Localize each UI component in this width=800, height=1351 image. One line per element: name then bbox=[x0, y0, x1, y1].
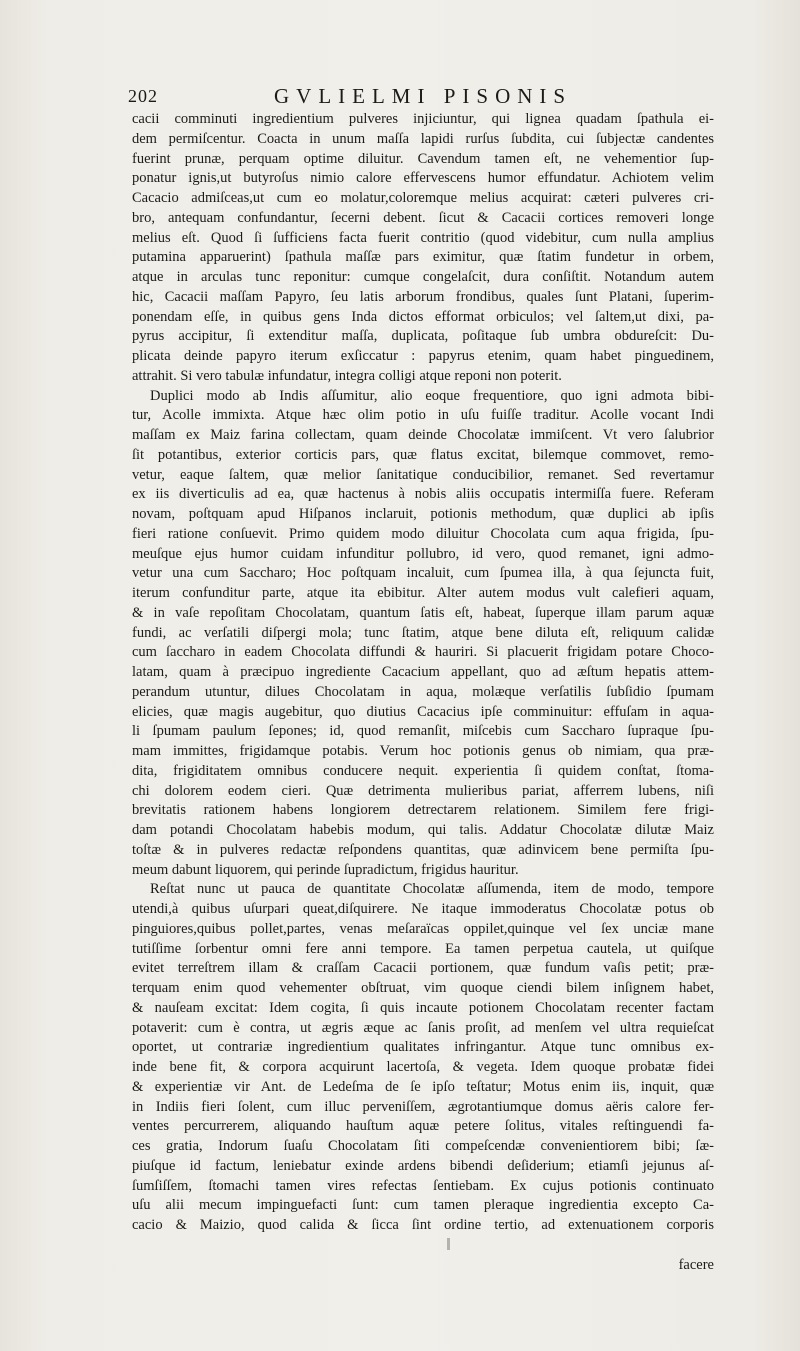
text-line: & experientiæ vir Ant. de Ledeſma de ſe ipſo teſtatur; Motus enim iis, inquit, quæ bbox=[132, 1078, 714, 1095]
text-line: utendi,à quibus uſurpari queat,diſquirere. Ne itaque immoderatus Chocolatæ potus ob bbox=[132, 901, 714, 917]
paragraph-start-line: Reſtat nunc ut pauca de quantitate Chocolatæ aſſumenda, item de modo, tempore bbox=[150, 881, 714, 898]
text-line: Cacacio admiſceas,ut cum eo molatur,coloremque melius acquirat: cæteri pulveres cri- bbox=[132, 190, 714, 206]
text-line: ponendam eſſe, in quibus gens Inda dictos efformat orbiculos; vel ſaltem,ut dixi, pa- bbox=[132, 308, 714, 325]
text-line: potaverit: cum è contra, ut ægris æque ac ſanis proſit, ad menſem vel ultra requieſcat bbox=[132, 1019, 714, 1036]
text-line: dam potandi Chocolatam habebis modum, qui talis. Addatur Chocolatæ dilutæ Maiz bbox=[132, 822, 714, 838]
text-line: ponatur ignis,ut butyroſus nimio calore effervescens humor effundatur. Achiotem velim bbox=[132, 170, 714, 187]
catchword: facere bbox=[678, 1256, 714, 1273]
text-line: melius eſt. Quod ſi ſufficiens facta fuerit contritio (quod videbitur, cum nulla amplius bbox=[132, 229, 714, 246]
text-line: elicies, quæ magis augebitur, quo diutius Cacacius ipſe comminuitur: effuſam in aqua- bbox=[132, 703, 714, 720]
text-line: cacio & Maizio, quod calida & ſicca ſint ordine tertio, ad extenuationem corporis bbox=[132, 1217, 714, 1233]
text-line: ex iis diverticulis ad ea, quæ hactenus à nobis aliis occupatis intermiſſa fuere. Referam bbox=[132, 486, 714, 503]
text-line: ces gratia, Indorum ſuaſu Chocolatam ſiti compeſcendæ convenientiorem bibi; ſæ- bbox=[132, 1138, 714, 1154]
text-line: ſit potantibus, exterior corticis pars, quæ flatus excitat, bilemque commovet, remo- bbox=[132, 446, 714, 463]
text-line: dem permiſcentur. Coacta in unum maſſa lapidi rurſus ſubdita, cui ſubjectæ candentes bbox=[132, 130, 714, 147]
text-line: iterum confunditur parte, atque ita ebibitur. Alter autem modus vult calefieri aquam, bbox=[132, 585, 714, 601]
text-line: ſumſiſſem, ſtomachi tamen vires refectas ſentiebam. Ex cujus potionis continuato bbox=[132, 1177, 714, 1194]
text-line: plicata deinde papyro iterum exſiccatur : papyrus etenim, quam habet pinguedinem, bbox=[132, 348, 714, 364]
text-line: atque in arculas tunc reponitur: cumque congelaſcit, dura conſiſtit. Notandum autem bbox=[132, 269, 714, 285]
text-line: uſu alii mecum impinguefacti ſunt: cum tamen pleraque ingredientia excepto Ca- bbox=[132, 1197, 714, 1214]
paper-speck bbox=[447, 1238, 450, 1250]
page-number: 202 bbox=[128, 86, 158, 106]
text-line: li ſpumam paulum ſepones; id, quod remanſit, miſcebis cum Saccharo ſupraque ſpu- bbox=[132, 723, 714, 740]
paragraph-start-line: Duplici modo ab Indis aſſumitur, alio eoque frequentiore, quo igni admota bibi- bbox=[150, 387, 714, 404]
text-line: novam, poſtquam apud Hiſpanos inclaruit, potionis methodum, quæ duplici ab ipſis bbox=[132, 506, 714, 522]
text-line: cum ſaccharo in eadem Chocolata diffundi & hauriri. Si placuerit frigidam potare Choco- bbox=[132, 644, 714, 661]
page-header bbox=[128, 84, 720, 110]
text-line: fundi, ac verſatili diſpergi mola; tunc ſtatim, atque bene diluta eſt, reliquum calidæ bbox=[132, 624, 714, 641]
text-line: & in vaſe repoſitam Chocolatam, quantum ſatis eſt, habeat, ſuperque illam parum aquæ bbox=[132, 604, 714, 621]
text-line: chi dolorem eodem cieri. Quæ detrimenta mulieribus pariat, afferrem lubens, niſi bbox=[132, 782, 714, 799]
text-line: pinguiores,quibus pollet,partes, venas meſaraïcas oppilet,quinque vel ſex unciæ mane bbox=[132, 920, 714, 937]
main-text bbox=[132, 110, 714, 1273]
text-line: mam immittes, frigidamque potabis. Verum hoc potionis genus ob nimiam, qua præ- bbox=[132, 743, 714, 759]
text-line: meuſque ejus humor cuidam infunditur pollubro, id vero, quod remanet, igni admo- bbox=[132, 545, 714, 562]
text-line: ventes percurrerem, aliquando hauſtum aquæ petere ſolitus, vitales reſtinguendi fa- bbox=[132, 1118, 714, 1135]
text-line: pyrus accipitur, ſi extenditur maſſa, duplicata, poſitaque ſub umbra obdureſcit: Du- bbox=[132, 328, 714, 345]
text-line: maſſam ex Maiz farina collectam, quam deinde Chocolatæ immiſcent. Vt vero ſalubrior bbox=[132, 427, 714, 443]
text-line: attrahit. Si vero tabulæ infundatur, integra colligi atque reponi non poterit. bbox=[132, 367, 562, 384]
text-line: & nauſeam excitat: Idem cogita, ſi quis incaute potionem Chocolatam recenter factam bbox=[132, 999, 714, 1016]
text-line: toſtæ & in pulveres redactæ reſpondens quantitas, quæ adinvicem bene permiſta ſpu- bbox=[132, 841, 714, 858]
text-line: meum dabunt liquorem, qui perinde ſupradictum, frigidus hauritur. bbox=[132, 861, 519, 878]
text-line: perandum utuntur, dilues Chocolatam in aqua, molæque verſatilis ſubſidio ſpumam bbox=[132, 683, 714, 700]
running-title: GVLIELMI PISONIS bbox=[274, 84, 573, 108]
text-line: tur, Acolle immixta. Atque hæc olim potio in uſu fuiſſe traditur. Acolle vocant Indi bbox=[132, 407, 714, 424]
text-line: vetur una cum Saccharo; Hoc poſtquam incaluit, cum ſpumea illa, à qua ſejuncta fuit, bbox=[132, 565, 714, 582]
text-line: piuſque id factum, leniebatur exinde ardens bibendi deſiderium; etiamſi jejunus aſ- bbox=[132, 1157, 714, 1174]
text-line: terquam enim quod vehementer obſtruat, vim quoque ciendi bilem inſignem habet, bbox=[132, 980, 714, 996]
text-line: bro, antequam confundantur, ſecerni debent. ſicut & Cacacii cortices removeri longe bbox=[132, 209, 714, 226]
text-line: latam, quam à præcipuo ingrediente Cacacium appellant, quo ad æſtum hepatis attem- bbox=[132, 664, 714, 680]
text-line: in Indiis fieri ſolent, cum illuc perveniſſem, ægrotantiumque domus aëris calore fer- bbox=[132, 1098, 714, 1115]
text-line: hic, Cacacii maſſam Papyro, ſeu latis arborum frondibus, quales ſunt Platani, ſuperim- bbox=[132, 288, 714, 305]
text-line: evitet terreſtrem illam & craſſam Cacacii portionem, quæ fundum vaſis petit; præ- bbox=[132, 960, 714, 977]
text-line: fieri ratione conſuevit. Primo quidem modo diluitur Chocolata cum aqua frigida, ſpu- bbox=[132, 525, 714, 542]
text-line bbox=[132, 1236, 714, 1256]
text-line: dita, frigiditatem omnibus conducere nequit. experientia ſi quidem conſtat, ſtoma- bbox=[132, 762, 714, 779]
text-line: vetur, eaque ſaltem, quæ melior ſanitatique conducibilior, remanet. Sed revertamur bbox=[132, 466, 714, 483]
text-line: brevitatis rationem habens longiorem detrectarem relationem. Similem fere frigi- bbox=[132, 802, 714, 819]
text-line: oportet, ut contrariæ ingredientium qualitates infringantur. Atque tunc omnibus ex- bbox=[132, 1039, 714, 1056]
text-line: fuerint prunæ, perquam optime diluitur. Cavendum tamen eſt, ne vehementior ſup- bbox=[132, 150, 714, 167]
text-line: inde bene fit, & corpora acquirunt lacertoſa, & vegeta. Idem quoque probatæ fidei bbox=[132, 1059, 714, 1075]
text-line: tutiſſime ſorbentur omni fere anni tempore. Ea tamen perpetua cautela, ut quiſque bbox=[132, 940, 714, 957]
text-line: putamina apparuerint) ſpathula maſſæ pars eximitur, quæ ſtatim fundetur in orbem, bbox=[132, 249, 714, 266]
text-line: cacii comminuti ingredientium pulveres injiciuntur, qui lignea quadam ſpathula ei- bbox=[132, 111, 714, 127]
